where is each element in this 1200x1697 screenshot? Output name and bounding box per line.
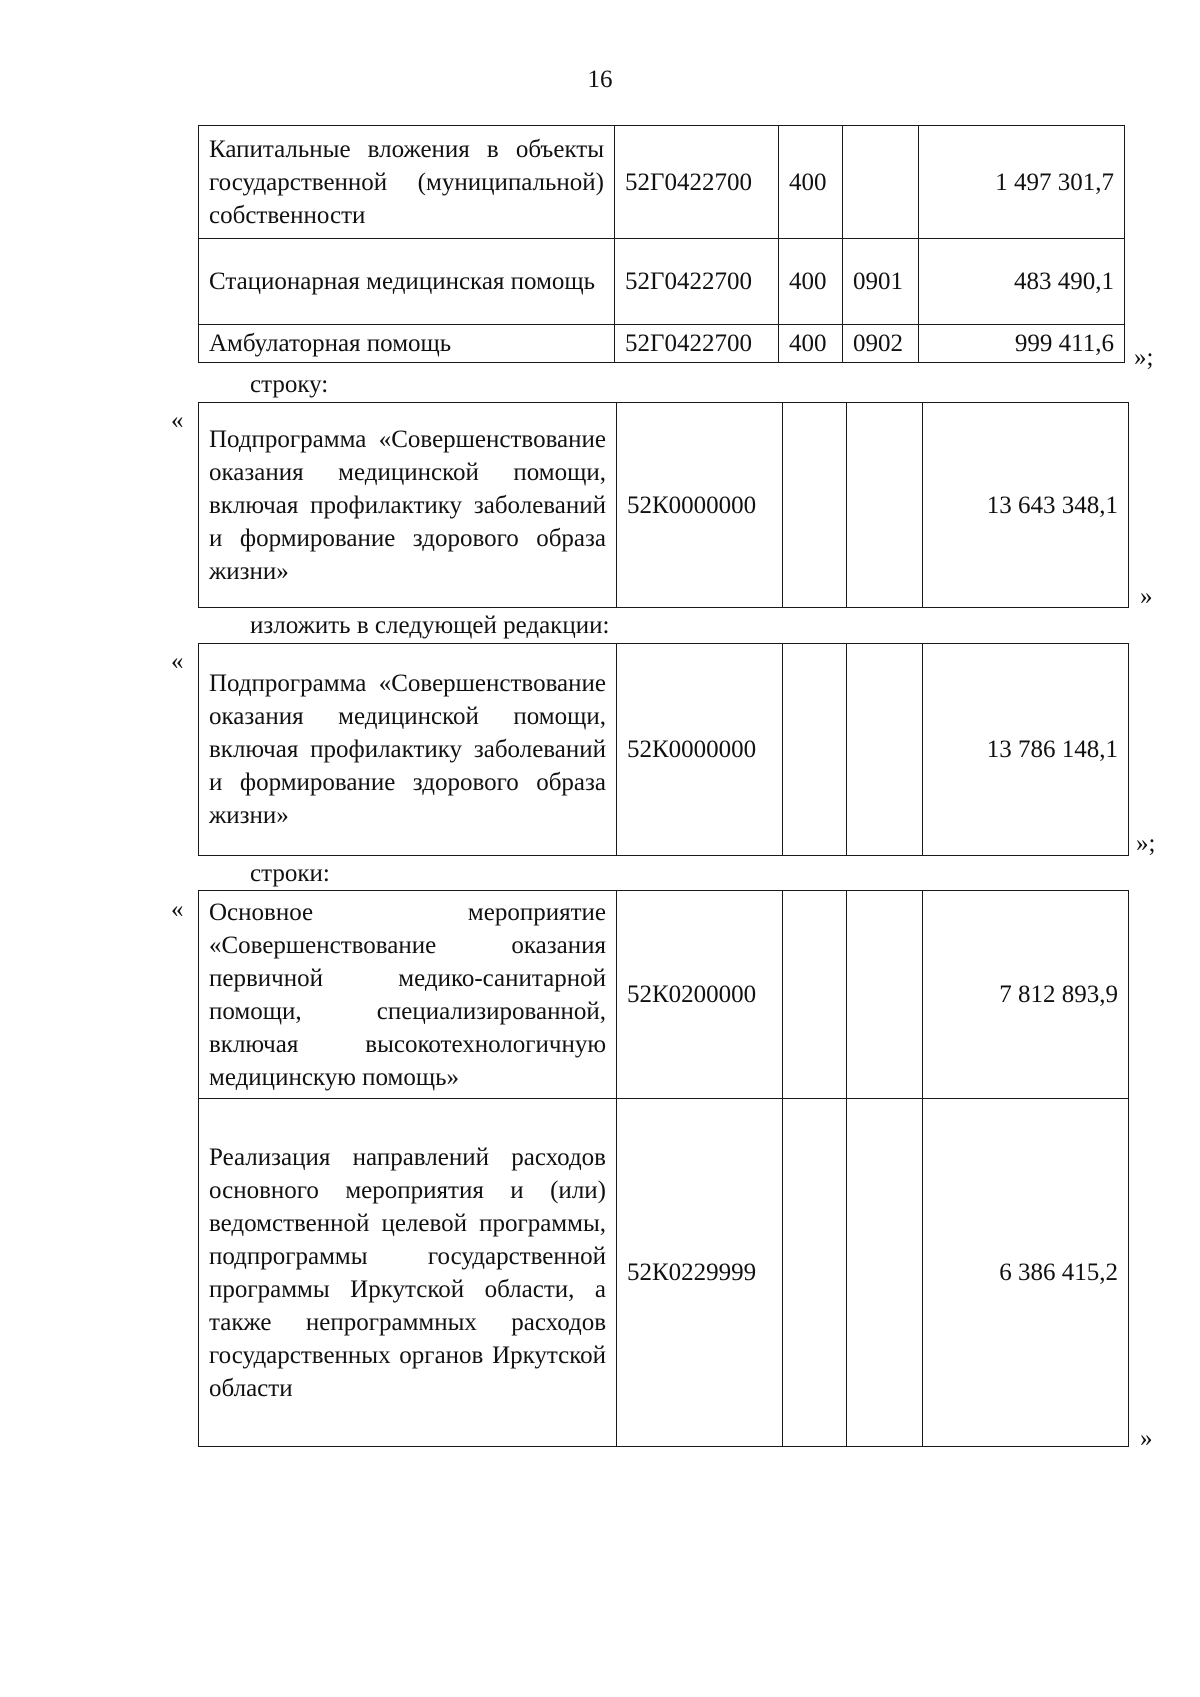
- row-sum: 483 490,1: [919, 239, 1125, 325]
- row-rz: [847, 403, 923, 608]
- opening-quote-4: «: [171, 896, 184, 923]
- row-vr: [783, 891, 847, 1099]
- row-vr: 400: [779, 126, 843, 239]
- row-sum: 999 411,6: [919, 325, 1125, 363]
- row-rz: [847, 1099, 923, 1447]
- row-name: Стационарная медицинская помощь: [199, 239, 615, 325]
- row-name: Подпрограмма «Совершенствование оказания медицинской помощи, включая профилактику заболеваний и формирование здорового образа жизни»: [199, 403, 617, 608]
- page-number: 16: [587, 66, 613, 93]
- row-vr: [783, 644, 847, 856]
- opening-quote-2: «: [171, 407, 184, 434]
- row-code: 52Г0422700: [615, 126, 779, 239]
- row-sum: 13 786 148,1: [923, 644, 1129, 856]
- row-vr: 400: [779, 239, 843, 325]
- instruction-note-2: изложить в следующей редакции:: [250, 612, 610, 639]
- row-rz: 0902: [843, 325, 919, 363]
- row-name: Амбулаторная помощь: [199, 325, 615, 363]
- row-vr: [783, 403, 847, 608]
- row-code: 52Г0422700: [615, 325, 779, 363]
- row-code: 52К0200000: [617, 891, 783, 1099]
- table-row: [199, 891, 1129, 1099]
- table-row: [199, 1099, 1129, 1447]
- row-name: Капитальные вложения в объекты государственной (муниципальной) собственности: [199, 126, 615, 239]
- budget-table-1: [198, 125, 1125, 363]
- instruction-note-3: строки:: [250, 860, 330, 887]
- row-code: 52Г0422700: [615, 239, 779, 325]
- row-name: Подпрограмма «Совершенствование оказания медицинской помощи, включая профилактику заболеваний и формирование здорового образа жизни»: [199, 644, 617, 856]
- row-sum: 7 812 893,9: [923, 891, 1129, 1099]
- budget-table-4: [198, 890, 1129, 1447]
- row-rz: [843, 126, 919, 239]
- table-row: [199, 403, 1129, 608]
- row-vr: 400: [779, 325, 843, 363]
- table-row: [199, 126, 1125, 239]
- table-row: [199, 239, 1125, 325]
- row-code: 52К0000000: [617, 403, 783, 608]
- row-sum: 6 386 415,2: [923, 1099, 1129, 1447]
- budget-table-2: [198, 402, 1129, 608]
- table-row: [199, 644, 1129, 856]
- closing-quote-2: »: [1140, 583, 1153, 610]
- table-row: [199, 325, 1125, 363]
- row-rz: [847, 644, 923, 856]
- row-name: Основное мероприятие «Совершенствование оказания первичной медико-санитарной помощи, специализированной, включая высокотехнологичную медицинскую помощь»: [199, 891, 617, 1099]
- row-sum: 13 643 348,1: [923, 403, 1129, 608]
- row-code: 52К0000000: [617, 644, 783, 856]
- closing-quote-4: »: [1140, 1425, 1153, 1452]
- row-vr: [783, 1099, 847, 1447]
- opening-quote-3: «: [171, 648, 184, 675]
- row-sum: 1 497 301,7: [919, 126, 1125, 239]
- closing-quote-3: »;: [1136, 830, 1156, 857]
- row-rz: [847, 891, 923, 1099]
- row-name: Реализация направлений расходов основного мероприятия и (или) ведомственной целевой программы, подпрограммы государственной программы Иркутской области, а также непрограммных расходов государственных органов Иркутской области: [199, 1099, 617, 1447]
- closing-quote-1: »;: [1134, 344, 1154, 371]
- row-code: 52К0229999: [617, 1099, 783, 1447]
- row-rz: 0901: [843, 239, 919, 325]
- instruction-note-1: строку:: [250, 371, 329, 398]
- budget-table-3: [198, 643, 1129, 856]
